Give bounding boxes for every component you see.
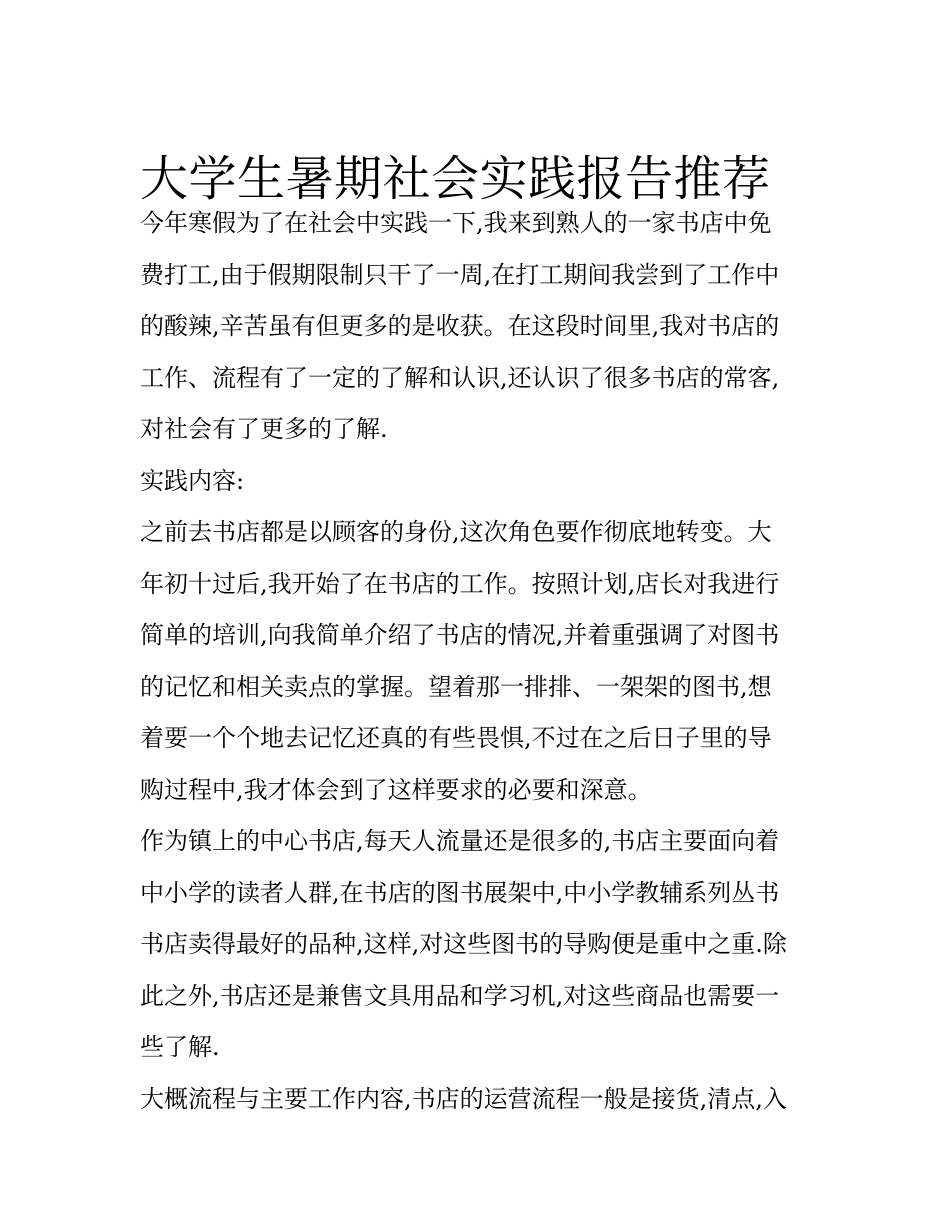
text-line: 今年寒假为了在社会中实践一下,我来到熟人的一家书店中免 xyxy=(140,209,772,237)
text-line: 的酸辣,辛苦虽有但更多的是收获。在这段时间里,我对书店的 xyxy=(140,312,780,340)
text-line: 简单的培训,向我简单介绍了书店的情况,并着重强调了对图书 xyxy=(140,621,780,649)
page-title: 大学生暑期社会实践报告推荐 xyxy=(140,151,771,208)
text-line: 书店卖得最好的品种,这样,对这些图书的导购便是重中之重.除 xyxy=(140,930,787,958)
text-line: 的记忆和相关卖点的掌握。望着那一排排、一架架的图书,想 xyxy=(140,672,772,701)
text-line: 对社会有了更多的了解. xyxy=(140,415,388,443)
text-line: 购过程中,我才体会到了这样要求的必要和深意。 xyxy=(140,775,652,804)
text-line: 费打工,由于假期限制只干了一周,在打工期间我尝到了工作中 xyxy=(140,260,780,289)
text-line: 些了解. xyxy=(140,1033,220,1061)
text-line: 大概流程与主要工作内容,书店的运营流程一般是接货,清点,入 xyxy=(140,1084,787,1113)
text-line: 年初十过后,我开始了在书店的工作。按照计划,店长对我进行 xyxy=(140,569,780,598)
text-line: 着要一个个地去记忆还真的有些畏惧,不过在之后日子里的导 xyxy=(140,724,772,752)
text-line: 此之外,书店还是兼售文具用品和学习机,对这些商品也需要一 xyxy=(140,981,780,1010)
text-line: 工作、流程有了一定的了解和认识,还认识了很多书店的常客, xyxy=(140,363,780,392)
section-heading: 实践内容: xyxy=(140,466,245,495)
text-line: 之前去书店都是以顾客的身份,这次角色要作彻底地转变。大 xyxy=(140,518,772,546)
text-line: 中小学的读者人群,在书店的图书展架中,中小学教辅系列丛书 xyxy=(140,878,780,907)
document-body xyxy=(140,198,812,1125)
text-line: 作为镇上的中心书店,每天人流量还是很多的,书店主要面向着 xyxy=(140,827,780,855)
